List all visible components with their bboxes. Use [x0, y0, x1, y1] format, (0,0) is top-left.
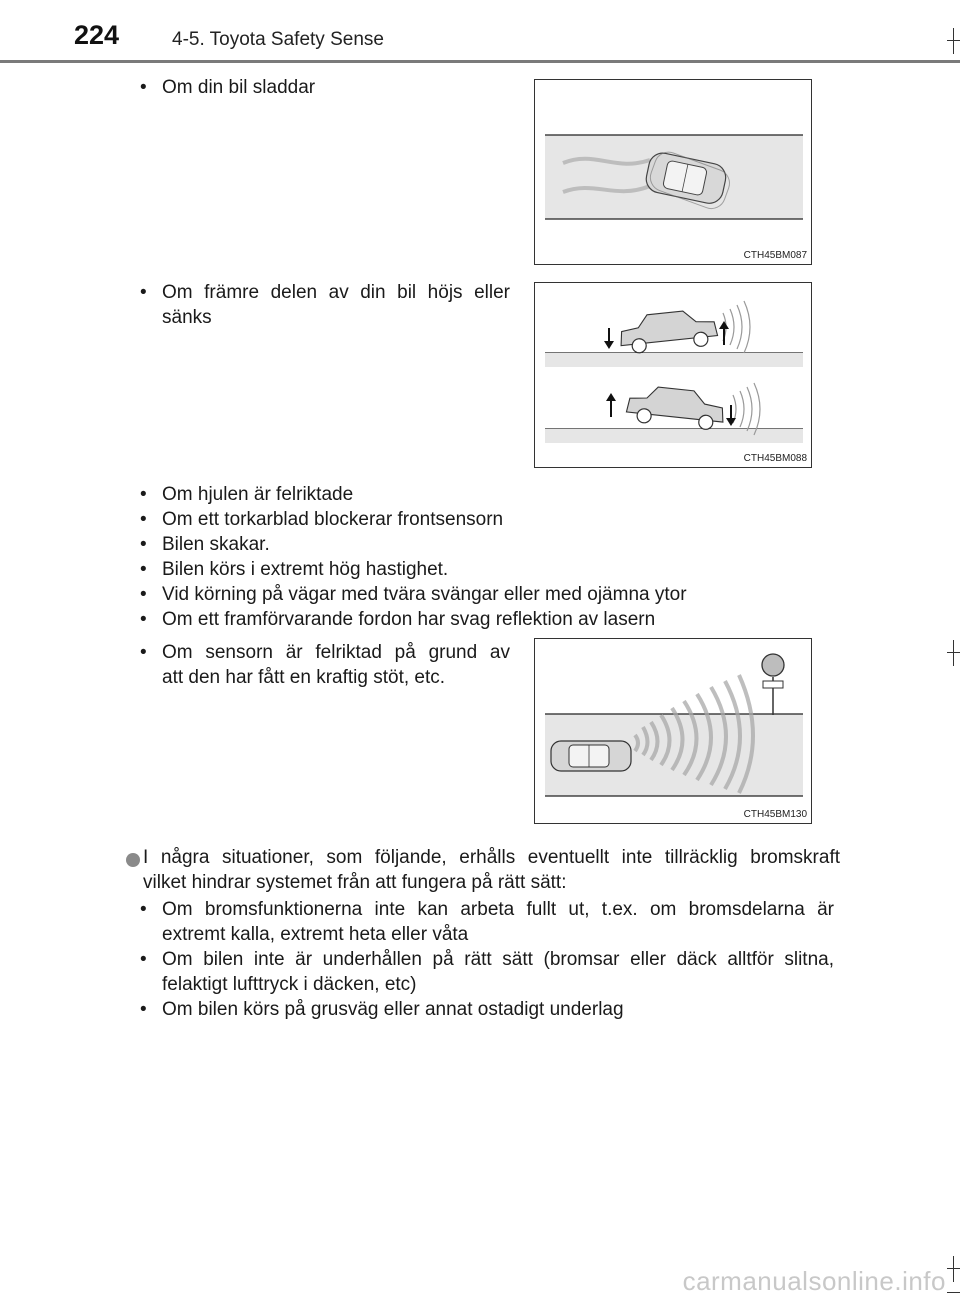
note-sub-line1: Om bilen körs på grusväg eller annat ostadigt underlag — [162, 999, 624, 1020]
item-sensor-line2: att den har fått en kraftig stöt, etc. — [162, 667, 446, 688]
section-title: 4-5. Toyota Safety Sense — [172, 29, 384, 50]
bullet: • — [140, 77, 147, 98]
raised-lowered-car-illustration — [535, 283, 813, 469]
figure-code: CTH45BM130 — [743, 809, 807, 820]
bullet: • — [140, 642, 147, 663]
circle-bullet-icon — [126, 853, 140, 867]
note-line2: vilket hindrar systemet från att fungera på rätt sätt: — [143, 872, 567, 893]
figure-code: CTH45BM087 — [743, 250, 807, 261]
misaligned-sensor-illustration — [535, 639, 813, 825]
crop-mark-bottom-right-h2 — [947, 1292, 960, 1293]
header-divider — [0, 60, 960, 63]
item-raised-line2: sänks — [162, 307, 212, 328]
note-line1: I några situationer, som följande, erhålls eventuellt inte tillräcklig bromskraft — [143, 847, 840, 868]
bullet: • — [140, 509, 147, 530]
note-sub-line1: Om bilen inte är underhållen på rätt sätt (bromsar eller däck alltför slitna, — [162, 949, 834, 970]
list-item: Om ett torkarblad blockerar frontsensorn — [162, 509, 504, 530]
bullet: • — [140, 584, 147, 605]
note-sub-line2: felaktigt lufttryck i däcken, etc) — [162, 974, 417, 995]
item-skid: Om din bil sladdar — [162, 77, 316, 98]
crop-mark-top-right-v — [953, 28, 954, 54]
figure-code: CTH45BM088 — [743, 453, 807, 464]
bullet: • — [140, 534, 147, 555]
list-item: Om hjulen är felriktade — [162, 484, 354, 505]
figure-raised-lowered-car — [534, 282, 812, 468]
figure-skidding-car — [534, 79, 812, 265]
bullet: • — [140, 559, 147, 580]
list-item: Vid körning på vägar med tvära svängar eller med ojämna ytor — [162, 584, 687, 605]
bullet: • — [140, 999, 147, 1020]
list-item: Bilen skakar. — [162, 534, 270, 555]
figure-misaligned-sensor — [534, 638, 812, 824]
watermark: carmanualsonline.info — [682, 1266, 946, 1296]
note-sub-line1: Om bromsfunktionerna inte kan arbeta fullt ut, t.ex. om bromsdelarna är — [162, 899, 834, 920]
skidding-car-illustration — [535, 80, 813, 266]
bullet: • — [140, 484, 147, 505]
list-item: Bilen körs i extremt hög hastighet. — [162, 559, 449, 580]
bullet: • — [140, 609, 147, 630]
page-number: 224 — [74, 20, 120, 50]
bullet: • — [140, 949, 147, 970]
bullet: • — [140, 899, 147, 920]
crop-mark-bottom-right-v — [953, 1256, 954, 1282]
item-sensor-line1: Om sensorn är felriktad på grund av — [162, 642, 510, 663]
item-raised-line1: Om främre delen av din bil höjs eller — [162, 282, 510, 303]
bullet: • — [140, 282, 147, 303]
note-sub-line2: extremt kalla, extremt heta eller våta — [162, 924, 469, 945]
crop-mark-mid-right-v — [953, 640, 954, 666]
list-item: Om ett framförvarande fordon har svag reflektion av lasern — [162, 609, 656, 630]
